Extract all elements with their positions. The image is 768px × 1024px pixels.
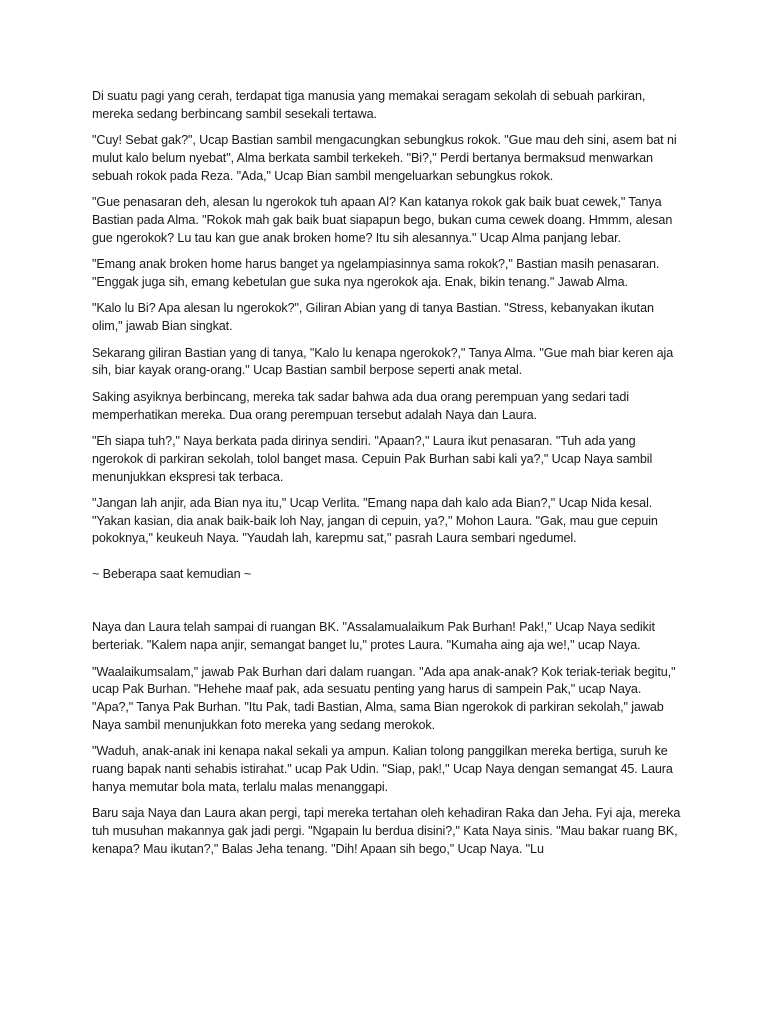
paragraph: Di suatu pagi yang cerah, terdapat tiga manusia yang memakai seragam sekolah di sebuah parkiran, mereka sedang berbincang sambil sesekali tertawa. bbox=[92, 89, 646, 121]
paragraph: "Waalaikumsalam," jawab Pak Burhan dari dalam ruangan. "Ada apa anak-anak? Kok teriak-teriak begitu," ucap Pak Burhan. "Hehehe maaf pak, ada sesuatu penting yang harus di sampein Pak," ucap Naya. "Apa?," Tanya Pak Burhan. "Itu Pak, tadi Bastian, Alma, sama Bian ngerokok di parkiran sekolah," jawab Naya sambil menunjukkan foto mereka yang sedang merokok. bbox=[92, 664, 676, 733]
blank-line bbox=[92, 584, 682, 602]
paragraph: Sekarang giliran Bastian yang di tanya, "Kalo lu kenapa ngerokok?," Tanya Alma. "Gue mah biar keren aja sih, biar kayak orang-orang." Ucap Bastian sambil berpose seperti anak metal. bbox=[92, 345, 674, 378]
blank-line bbox=[92, 548, 682, 566]
paragraph: Saking asyiknya berbincang, mereka tak sadar bahwa ada dua orang perempuan yang sedari tadi memperhatikan mereka. Dua orang perempuan tersebut adalah Naya dan Laura. bbox=[92, 389, 629, 422]
paragraph: "Eh siapa tuh?," Naya berkata pada dirinya sendiri. "Apaan?," Laura ikut penasaran. "Tuh ada yang ngerokok di parkiran sekolah, tolol banget masa. Cepuin Pak Burhan sabi kali ya?," Ucap Naya sambil menunjukkan ekspresi tak terbaca. bbox=[92, 433, 653, 484]
paragraph: "Gue penasaran deh, alesan lu ngerokok tuh apaan Al? Kan katanya rokok gak baik buat cewek," Tanya Bastian pada Alma. "Rokok mah gak baik buat siapapun bego, bukan cuma cewek doang. Hmmm, alesan gue ngerokok? Lu tau kan gue anak broken home? Itu sih alesannya." Ucap Alma panjang lebar. bbox=[92, 195, 673, 245]
paragraph: "Waduh, anak-anak ini kenapa nakal sekali ya ampun. Kalian tolong panggilkan mereka bertiga, suruh ke ruang bapak nanti sehabis istirahat." ucap Pak Udin. "Siap, pak!," Ucap Naya dengan semangat 45. Laura hanya memutar bola mata, terlalu malas menanggapi. bbox=[92, 744, 673, 795]
blank-line bbox=[92, 602, 682, 620]
document-body bbox=[92, 88, 682, 867]
paragraph: Baru saja Naya dan Laura akan pergi, tapi mereka tertahan oleh kehadiran Raka dan Jeha. Fyi aja, mereka tuh musuhan makannya gak jadi pergi. "Ngapain lu berdua disini?," Kata Naya sinis. "Mau bakar ruang BK, kenapa? Mau ikutan?," Balas Jeha tenang. "Dih! Apaan sih bego," Ucap Naya. "Lu bbox=[92, 806, 681, 857]
paragraph: "Emang anak broken home harus banget ya ngelampiasinnya sama rokok?," Bastian masih penasaran. "Enggak juga sih, emang kebetulan gue suka nya ngerokok aja. Enak, bikin tenang." Jawab Alma. bbox=[92, 257, 660, 289]
paragraph: "Jangan lah anjir, ada Bian nya itu," Ucap Verlita. "Emang napa dah kalo ada Bian?," Ucap Nida kesal. "Yakan kasian, dia anak baik-baik loh Nay, jangan di cepuin, ya?," Mohon Laura. "Gak, mau gue cepuin pokoknya," keukeuh Naya. "Yaudah lah, karepmu sat," pasrah Laura sembari ngedumel. bbox=[92, 495, 658, 546]
scene-break: ~ Beberapa saat kemudian ~ bbox=[92, 567, 252, 582]
paragraph: "Cuy! Sebat gak?", Ucap Bastian sambil mengacungkan sebungkus rokok. "Gue mau deh sini, asem bat ni mulut kalo belum nyebat", Alma berkata sambil terkekeh. "Bi?," Perdi bertanya bermaksud menwarkan sebuah rokok pada Reza. "Ada," Ucap Bian sambil mengeluarkan sebungkus rokok. bbox=[92, 133, 677, 183]
paragraph: Naya dan Laura telah sampai di ruangan BK. "Assalamualaikum Pak Burhan! Pak!," Ucap Naya sedikit berteriak. "Kalem napa anjir, semangat banget lu," protes Laura. "Kumaha aing aja we!," ucap Naya. bbox=[92, 620, 655, 653]
paragraph: "Kalo lu Bi? Apa alesan lu ngerokok?", Giliran Abian yang di tanya Bastian. "Stress, kebanyakan ikutan olim," jawab Bian singkat. bbox=[92, 301, 654, 334]
